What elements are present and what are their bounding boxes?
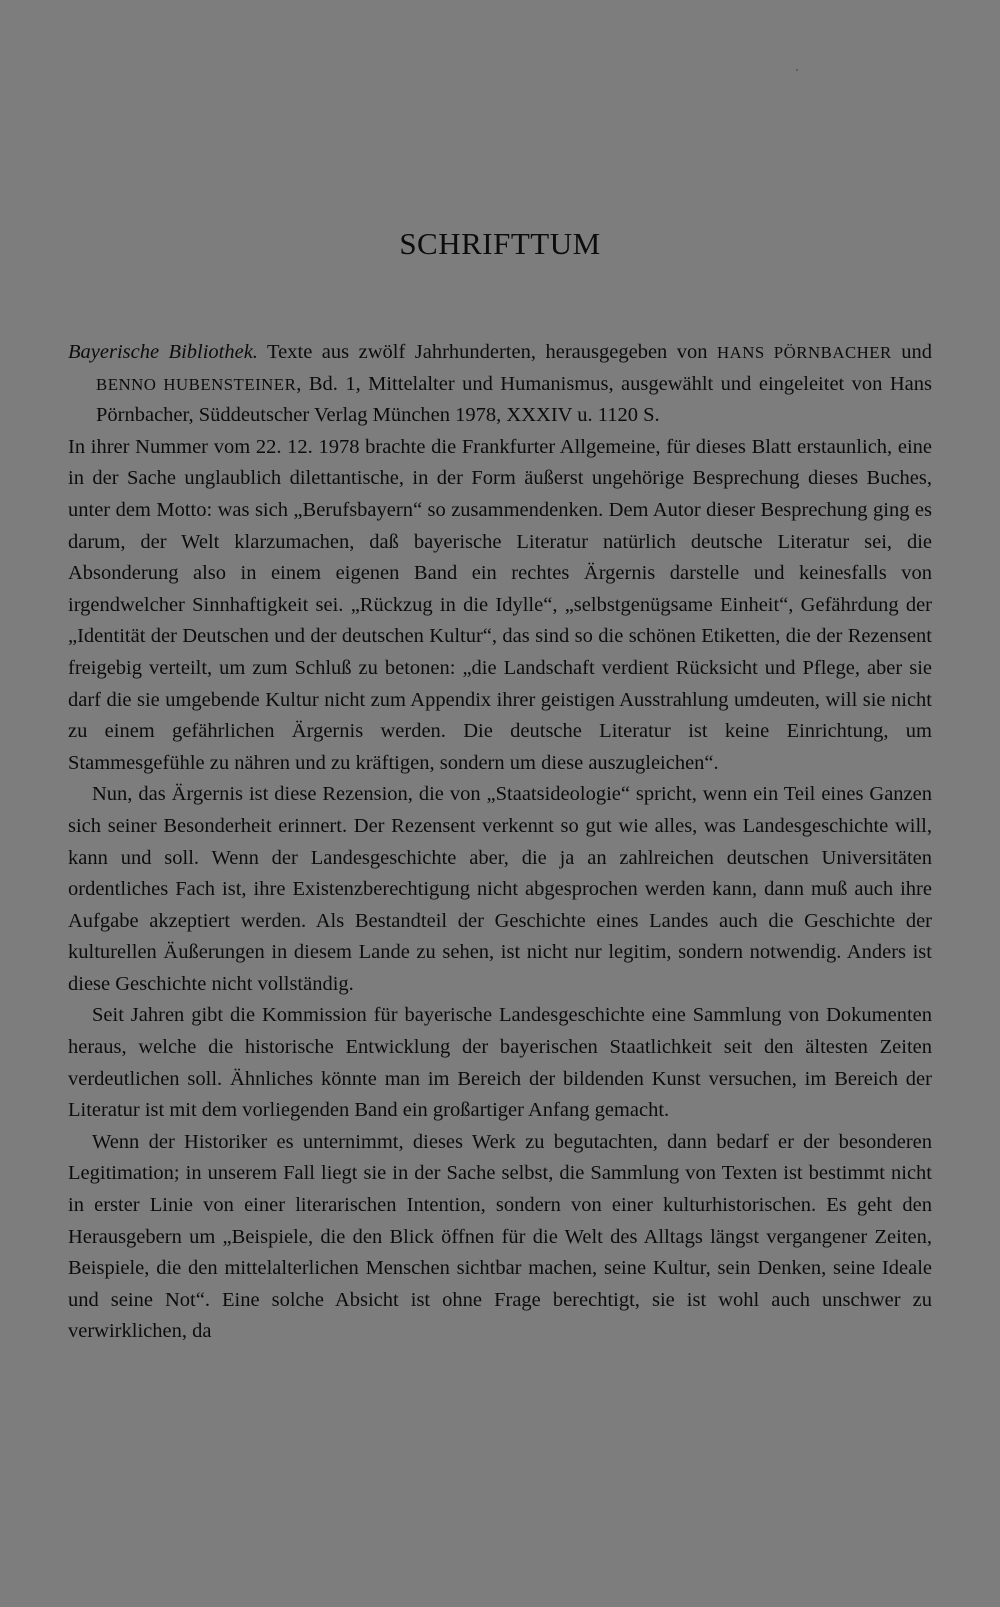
entry-desc-3: , Bd. 1, Mittelalter und Humanismus, ausgewählt und eingeleitet von Hans Pörnbacher, Süddeutscher Verlag München 1978, XXXIV u. 1120 S. [96,372,932,427]
scan-speck [796,69,798,71]
paragraph-2: Nun, das Ärgernis ist diese Rezension, die von „Staatsideologie“ spricht, wenn ein Teil eines Ganzen sich seiner Besonderheit erinnert. Der Rezensent verkennt so gut wie alles, was Landesgeschichte will, kann und soll. Wenn der Landesgeschichte aber, die ja an zahlreichen deutschen Universitäten ordentliches Fach ist, ihre Existenzberechtigung nicht abgesprochen werden kann, dann muß auch ihre Aufgabe akzeptiert werden. Als Bestandteil der Geschichte eines Landes auch die Geschichte der kulturellen Äußerungen in diesem Lande zu sehen, ist nicht nur legitim, sondern notwendig. Anders ist diese Geschichte nicht vollständig. [68,783,932,995]
entry-desc-1: Texte aus zwölf Jahrhunderten, herausgegeben von [257,341,718,363]
editor-name-2: BENNO HUBENSTEINER [96,374,297,394]
review-body [68,337,932,1348]
entry-desc-2: und [891,341,932,363]
bibliographic-entry [68,337,932,432]
paragraph-3: Seit Jahren gibt die Kommission für bayerische Landesgeschichte eine Sammlung von Dokumenten heraus, welche die historische Entwicklung der bayerischen Staatlichkeit seit den ältesten Zeiten verdeutlichen soll. Ähnliches könnte man im Bereich der bildenden Kunst versuchen, im Bereich der Literatur ist mit dem vorliegenden Band ein großartiger Anfang gemacht. [68,1004,932,1122]
section-heading: SCHRIFTTUM [399,226,601,261]
editor-name-1: HANS PÖRNBACHER [717,343,892,362]
paragraph-1: In ihrer Nummer vom 22. 12. 1978 brachte die Frankfurter Allgemeine, für dieses Blatt erstaunlich, eine in der Sache unglaublich dilettantische, in der Form äußerst ungehörige Besprechung dieses Buches, unter dem Motto: was sich „Berufsbayern“ so zusammendenken. Dem Autor dieser Besprechung ging es darum, der Welt klarzumachen, daß bayerische Literatur natürlich deutsche Literatur sei, die Absonderung also in einem eigenen Band ein rechtes Ärgernis darstelle und keinesfalls von irgendwelcher Sinnhaftigkeit sei. „Rückzug in die Idylle“, „selbstgenügsame Einheit“, Gefährdung der „Identität der Deutschen und der deutschen Kultur“, das sind so die schönen Etiketten, die der Rezensent freigebig verteilt, um zum Schluß zu betonen: „die Landschaft verdient Rücksicht und Pflege, aber sie darf die sie umgebende Kultur nicht zum Appendix ihrer geistigen Ausstrahlung umdeuten, will sie nicht zu einem gefährlichen Ärgernis werden. Die deutsche Literatur ist keine Einrichtung, um Stammesgefühle zu nähren und zu kräftigen, sondern um diese auszugleichen“. [68,435,932,774]
book-title: Bayerische Bibliothek. [68,341,258,363]
paragraph-4: Wenn der Historiker es unternimmt, dieses Werk zu begutachten, dann bedarf er der besonderen Legitimation; in unserem Fall liegt sie in der Sache selbst, die Sammlung von Texten ist bestimmt nicht in erster Linie von einer literarischen Intention, sondern von einer kulturhistorischen. Es geht den Herausgebern um „Beispiele, die den Blick öffnen für die Welt des Alltags längst vergangener Zeiten, Beispiele, die den mittelalterlichen Menschen sichtbar machen, seine Kultur, sein Denken, seine Ideale und seine Not“. Eine solche Absicht ist ohne Frage berechtigt, sie ist wohl auch unschwer zu verwirklichen, da [68,1130,932,1343]
